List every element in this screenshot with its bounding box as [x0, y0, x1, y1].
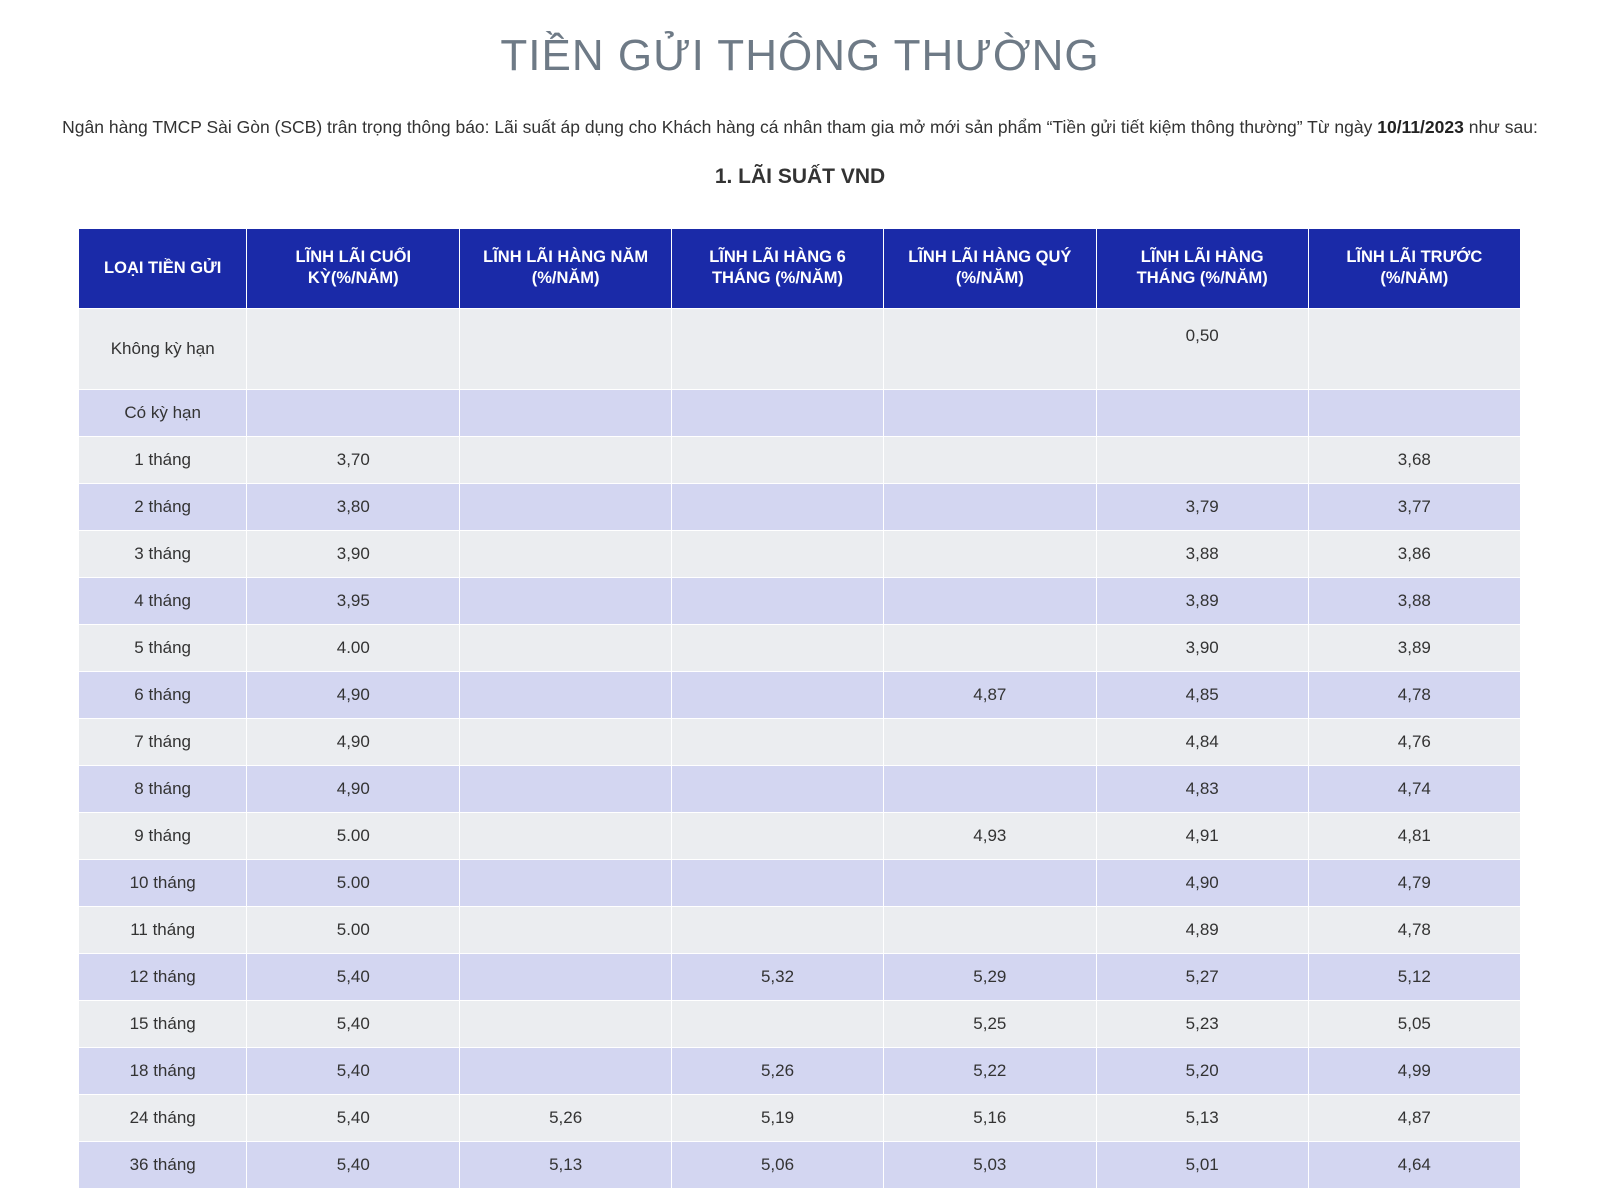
- end-of-term-rate-cell: 5,40: [247, 1000, 460, 1047]
- table-header-row: [79, 229, 1520, 308]
- semiannual-rate-cell: [672, 671, 884, 718]
- semiannual-rate-cell: [672, 483, 884, 530]
- monthly-rate-cell: 4,83: [1096, 765, 1308, 812]
- prepaid-rate-cell: [1308, 308, 1520, 389]
- table-row: [79, 1000, 1520, 1047]
- annual-rate-cell: [460, 1000, 672, 1047]
- annual-rate-cell: [460, 812, 672, 859]
- page-title: TIỀN GỬI THÔNG THƯỜNG: [500, 31, 1100, 80]
- semiannual-rate-cell: 5,06: [672, 1141, 884, 1188]
- prepaid-rate-cell: 4,99: [1308, 1047, 1520, 1094]
- monthly-rate-cell: [1096, 389, 1308, 436]
- prepaid-rate-cell: 4,81: [1308, 812, 1520, 859]
- quarterly-rate-cell: [883, 436, 1096, 483]
- monthly-rate-cell: 4,85: [1096, 671, 1308, 718]
- term-cell: Có kỳ hạn: [79, 389, 247, 436]
- monthly-rate-cell: [1096, 436, 1308, 483]
- end-of-term-rate-cell: 4,90: [247, 765, 460, 812]
- semiannual-rate-cell: 5,26: [672, 1047, 884, 1094]
- prepaid-rate-cell: [1308, 389, 1520, 436]
- prepaid-rate-cell: 3,89: [1308, 624, 1520, 671]
- table-row: [79, 624, 1520, 671]
- annual-rate-cell: 5,26: [460, 1094, 672, 1141]
- end-of-term-rate-cell: 4,90: [247, 671, 460, 718]
- interest-rate-table: [79, 229, 1520, 1188]
- quarterly-rate-cell: [883, 765, 1096, 812]
- quarterly-rate-cell: [883, 624, 1096, 671]
- term-cell: 4 tháng: [79, 577, 247, 624]
- quarterly-rate-cell: [883, 577, 1096, 624]
- end-of-term-rate-cell: [247, 308, 460, 389]
- annual-rate-cell: [460, 436, 672, 483]
- prepaid-rate-cell: 4,78: [1308, 671, 1520, 718]
- prepaid-rate-cell: 4,76: [1308, 718, 1520, 765]
- quarterly-rate-cell: 4,87: [883, 671, 1096, 718]
- end-of-term-rate-cell: 5.00: [247, 906, 460, 953]
- term-cell: 11 tháng: [79, 906, 247, 953]
- announcement-lead: Ngân hàng TMCP Sài Gòn (SCB) trân trọng thông báo: Lãi suất áp dụng cho Khách hàng cá nhân tham gia mở mới sản phẩm “Tiền gửi tiết kiệm thông thường” Từ ngày: [62, 117, 1378, 137]
- monthly-rate-cell: 3,90: [1096, 624, 1308, 671]
- table-row: [79, 1141, 1520, 1188]
- quarterly-rate-cell: [883, 530, 1096, 577]
- monthly-rate-cell: 4,91: [1096, 812, 1308, 859]
- table-row: [79, 308, 1520, 389]
- term-cell: Không kỳ hạn: [79, 308, 247, 389]
- semiannual-rate-cell: [672, 530, 884, 577]
- monthly-rate-cell: 5,27: [1096, 953, 1308, 1000]
- header-deposit-type: LOẠI TIỀN GỬI: [79, 229, 247, 308]
- term-cell: 2 tháng: [79, 483, 247, 530]
- annual-rate-cell: [460, 483, 672, 530]
- annual-rate-cell: [460, 671, 672, 718]
- table-body: [79, 308, 1520, 1188]
- term-cell: 8 tháng: [79, 765, 247, 812]
- end-of-term-rate-cell: 3,70: [247, 436, 460, 483]
- table-row: [79, 530, 1520, 577]
- end-of-term-rate-cell: 5.00: [247, 812, 460, 859]
- quarterly-rate-cell: [883, 308, 1096, 389]
- monthly-rate-cell: 3,79: [1096, 483, 1308, 530]
- monthly-rate-cell: 5,20: [1096, 1047, 1308, 1094]
- prepaid-rate-cell: 3,88: [1308, 577, 1520, 624]
- table-row: [79, 906, 1520, 953]
- semiannual-rate-cell: [672, 389, 884, 436]
- quarterly-rate-cell: [883, 718, 1096, 765]
- table-row: [79, 577, 1520, 624]
- table-row: [79, 483, 1520, 530]
- end-of-term-rate-cell: 4,90: [247, 718, 460, 765]
- annual-rate-cell: [460, 953, 672, 1000]
- quarterly-rate-cell: 5,16: [883, 1094, 1096, 1141]
- table-row: [79, 765, 1520, 812]
- annual-rate-cell: [460, 308, 672, 389]
- monthly-rate-cell: 4,84: [1096, 718, 1308, 765]
- prepaid-rate-cell: 5,05: [1308, 1000, 1520, 1047]
- semiannual-rate-cell: [672, 308, 884, 389]
- semiannual-rate-cell: [672, 577, 884, 624]
- annual-rate-cell: [460, 577, 672, 624]
- effective-date: 10/11/2023: [1377, 117, 1464, 137]
- table-row: [79, 718, 1520, 765]
- end-of-term-rate-cell: 5.00: [247, 859, 460, 906]
- monthly-rate-cell: 5,13: [1096, 1094, 1308, 1141]
- end-of-term-rate-cell: 3,80: [247, 483, 460, 530]
- annual-rate-cell: [460, 530, 672, 577]
- semiannual-rate-cell: [672, 624, 884, 671]
- monthly-rate-cell: 4,89: [1096, 906, 1308, 953]
- table-row: [79, 859, 1520, 906]
- quarterly-rate-cell: [883, 389, 1096, 436]
- prepaid-rate-cell: 4,87: [1308, 1094, 1520, 1141]
- semiannual-rate-cell: [672, 859, 884, 906]
- quarterly-rate-cell: 5,22: [883, 1047, 1096, 1094]
- term-cell: 24 tháng: [79, 1094, 247, 1141]
- quarterly-rate-cell: [883, 859, 1096, 906]
- end-of-term-rate-cell: 3,90: [247, 530, 460, 577]
- prepaid-rate-cell: 4,78: [1308, 906, 1520, 953]
- annual-rate-cell: [460, 1047, 672, 1094]
- prepaid-rate-cell: 4,64: [1308, 1141, 1520, 1188]
- header-prepaid: LĨNH LÃI TRƯỚC (%/NĂM): [1308, 229, 1520, 308]
- announcement-text: [0, 113, 1600, 141]
- semiannual-rate-cell: 5,32: [672, 953, 884, 1000]
- quarterly-rate-cell: 5,03: [883, 1141, 1096, 1188]
- semiannual-rate-cell: [672, 906, 884, 953]
- announcement-tail: như sau:: [1463, 117, 1538, 137]
- prepaid-rate-cell: 4,79: [1308, 859, 1520, 906]
- end-of-term-rate-cell: 5,40: [247, 1047, 460, 1094]
- quarterly-rate-cell: 4,93: [883, 812, 1096, 859]
- quarterly-rate-cell: [883, 483, 1096, 530]
- semiannual-rate-cell: [672, 718, 884, 765]
- end-of-term-rate-cell: 5,40: [247, 1141, 460, 1188]
- term-cell: 10 tháng: [79, 859, 247, 906]
- semiannual-rate-cell: [672, 812, 884, 859]
- monthly-rate-cell: 4,90: [1096, 859, 1308, 906]
- end-of-term-rate-cell: 5,40: [247, 1094, 460, 1141]
- term-cell: 6 tháng: [79, 671, 247, 718]
- quarterly-rate-cell: 5,29: [883, 953, 1096, 1000]
- annual-rate-cell: [460, 859, 672, 906]
- table-row: [79, 1047, 1520, 1094]
- prepaid-rate-cell: 5,12: [1308, 953, 1520, 1000]
- table-row: [79, 671, 1520, 718]
- prepaid-rate-cell: 3,68: [1308, 436, 1520, 483]
- table-row: [79, 812, 1520, 859]
- semiannual-rate-cell: [672, 765, 884, 812]
- table-row: [79, 953, 1520, 1000]
- semiannual-rate-cell: [672, 436, 884, 483]
- end-of-term-rate-cell: 3,95: [247, 577, 460, 624]
- semiannual-rate-cell: [672, 1000, 884, 1047]
- header-monthly: LĨNH LÃI HÀNG THÁNG (%/NĂM): [1096, 229, 1308, 308]
- term-cell: 3 tháng: [79, 530, 247, 577]
- term-cell: 36 tháng: [79, 1141, 247, 1188]
- monthly-rate-cell: 3,88: [1096, 530, 1308, 577]
- semiannual-rate-cell: 5,19: [672, 1094, 884, 1141]
- annual-rate-cell: [460, 906, 672, 953]
- annual-rate-cell: [460, 624, 672, 671]
- term-cell: 18 tháng: [79, 1047, 247, 1094]
- header-annual: LĨNH LÃI HÀNG NĂM (%/NĂM): [460, 229, 672, 308]
- term-cell: 7 tháng: [79, 718, 247, 765]
- annual-rate-cell: [460, 718, 672, 765]
- header-quarterly: LĨNH LÃI HÀNG QUÝ (%/NĂM): [883, 229, 1096, 308]
- end-of-term-rate-cell: [247, 389, 460, 436]
- annual-rate-cell: 5,13: [460, 1141, 672, 1188]
- quarterly-rate-cell: [883, 906, 1096, 953]
- prepaid-rate-cell: 3,77: [1308, 483, 1520, 530]
- table-row: [79, 1094, 1520, 1141]
- end-of-term-rate-cell: 4.00: [247, 624, 460, 671]
- end-of-term-rate-cell: 5,40: [247, 953, 460, 1000]
- header-end-of-term: LĨNH LÃI CUỐI KỲ(%/NĂM): [247, 229, 460, 308]
- annual-rate-cell: [460, 765, 672, 812]
- monthly-rate-cell: 3,89: [1096, 577, 1308, 624]
- prepaid-rate-cell: 3,86: [1308, 530, 1520, 577]
- annual-rate-cell: [460, 389, 672, 436]
- monthly-rate-cell: 0,50: [1096, 308, 1308, 389]
- table-row: [79, 436, 1520, 483]
- term-cell: 9 tháng: [79, 812, 247, 859]
- term-cell: 5 tháng: [79, 624, 247, 671]
- table-row: [79, 389, 1520, 436]
- term-cell: 15 tháng: [79, 1000, 247, 1047]
- term-cell: 12 tháng: [79, 953, 247, 1000]
- header-semiannual: LĨNH LÃI HÀNG 6 THÁNG (%/NĂM): [672, 229, 884, 308]
- prepaid-rate-cell: 4,74: [1308, 765, 1520, 812]
- quarterly-rate-cell: 5,25: [883, 1000, 1096, 1047]
- section-title: 1. LÃI SUẤT VND: [714, 165, 886, 188]
- monthly-rate-cell: 5,23: [1096, 1000, 1308, 1047]
- term-cell: 1 tháng: [79, 436, 247, 483]
- monthly-rate-cell: 5,01: [1096, 1141, 1308, 1188]
